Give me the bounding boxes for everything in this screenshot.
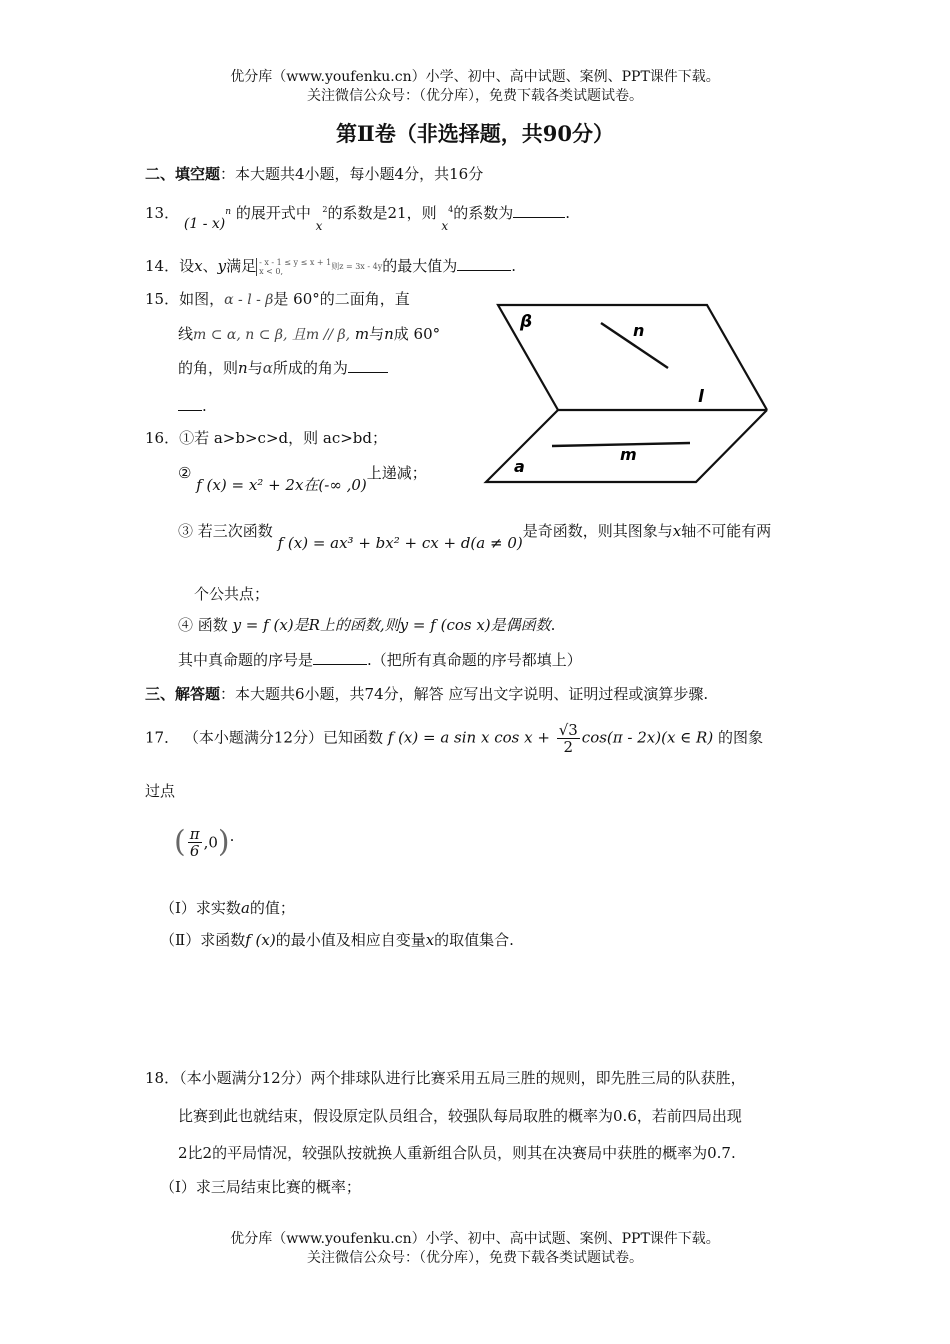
- page-title: 第Ⅱ卷（非选择题，共90分）: [336, 121, 614, 146]
- q14-answer-blank: [457, 256, 511, 271]
- q13-number: 13．: [145, 204, 180, 222]
- q17-text-1: （本小题满分12分）已知函数: [183, 728, 383, 747]
- question-18-part-1: （Ⅰ）求三局结束比赛的概率；: [160, 1178, 361, 1196]
- q17-part-2-b: 的最小值及相应自变量: [275, 931, 426, 949]
- q17-pi-over-6: [188, 826, 202, 859]
- section-2-label: 二、填空题: [145, 165, 221, 183]
- section-2-desc: ：本大题共4小题，每小题4分，共16分: [220, 165, 484, 183]
- question-16-line-1: [145, 428, 387, 448]
- q14-text-2: 满足: [226, 257, 257, 275]
- dihedral-angle-figure: [470, 290, 780, 490]
- question-15-line-4: [178, 396, 207, 416]
- q16-tail-b: .（把所有真命题的序号都填上）: [367, 651, 582, 669]
- q16-statement-4a: ④ 函数: [178, 616, 228, 634]
- q17-two: 2: [563, 738, 574, 756]
- q14-text-3: 的最大值为: [382, 257, 458, 275]
- q17-expr-a: f (x) = a sin x cos x +: [387, 728, 550, 747]
- q14-number: 14．: [145, 257, 180, 275]
- q17-dot: .: [229, 827, 235, 845]
- question-17-line-1: [145, 722, 763, 766]
- q17-number: 17．: [145, 728, 180, 747]
- header-line-2: 关注微信公众号：（优分库），免费下载各类试题试卷。: [307, 88, 643, 104]
- q16-statement-3c: 轴不可能有两: [681, 522, 772, 540]
- question-16-line-5: [178, 615, 555, 635]
- q15-angle: α - l - β: [224, 292, 274, 308]
- q17-paren-left: (: [174, 824, 186, 860]
- q17-sqrt3: √3: [558, 721, 578, 739]
- q16-statement-3-cont: 个公共点；: [194, 585, 270, 603]
- question-16-line-2: [178, 463, 427, 503]
- q16-mark-2: ②: [178, 464, 192, 482]
- question-17-point: [174, 826, 234, 870]
- q14-sys-1: - x - 1 ≤ y ≤ x + 1: [259, 258, 332, 267]
- question-17-line-2: [145, 781, 175, 801]
- q14-x: x: [194, 257, 203, 275]
- q17-zero: ,0: [203, 833, 218, 852]
- q15-n2: n: [238, 359, 248, 377]
- q16-answer-blank: [313, 650, 367, 665]
- q15-answer-blank-b: [178, 396, 202, 411]
- q14-system: [256, 258, 331, 276]
- q15-text-1a: 如图，: [179, 290, 225, 308]
- label-l: l: [698, 387, 704, 407]
- q14-then: 则z = 3x - 4y: [331, 262, 383, 271]
- q13-end: .: [565, 204, 571, 222]
- q17-text-2: 的图象: [717, 728, 763, 747]
- q17-part-2-end: 的取值集合.: [434, 931, 514, 949]
- q17-paren-right: ): [217, 824, 230, 860]
- section-3-heading: [145, 684, 708, 704]
- question-15-line-1: [145, 289, 410, 310]
- q15-number: 15．: [145, 290, 180, 308]
- question-14: [145, 256, 516, 277]
- q15-text-3a: 的角，则: [178, 359, 239, 377]
- q15-answer-blank-a: [348, 358, 388, 373]
- q15-cond: m ⊂ α, n ⊂ β, 且m // β,: [193, 327, 351, 343]
- q15-m: m: [354, 325, 370, 343]
- q18-text-1: （本小题满分12分）两个排球队进行比赛采用五局三胜的规则，即先胜三局的队获胜，: [179, 1069, 746, 1087]
- section-2-heading: [145, 164, 483, 184]
- q15-end: .: [202, 397, 207, 415]
- label-m: m: [620, 445, 637, 464]
- q17-part-2-x: x: [425, 931, 435, 949]
- q14-sep: 、: [202, 257, 218, 275]
- q13-text-2: 的系数是21，则: [327, 204, 437, 222]
- q15-text-3d: 所成的角为: [272, 359, 348, 377]
- q13-text-3: 的系数为: [453, 204, 514, 222]
- q15-text-3c: 与: [247, 359, 263, 377]
- question-16-line-6: [178, 650, 582, 670]
- q17-six: 6: [189, 842, 200, 860]
- question-18-line-3: 2比2的平局情况，较强队按就换人重新组合队员，则其在决赛局中获胜的概率为0.7.: [178, 1144, 736, 1162]
- q16-statement-4-end: .: [550, 616, 556, 634]
- q17-expr-b: cos(π - 2x)(x ∈ R): [581, 728, 714, 747]
- q16-x: x: [672, 522, 682, 540]
- q17-part-2-f: f (x): [245, 931, 276, 949]
- q16-statement-1: ①若 a>b>c>d，则 ac>bd；: [179, 429, 387, 447]
- question-13: [145, 200, 570, 234]
- q16-number: 16．: [145, 429, 180, 447]
- section-3-label: 三、解答题: [145, 685, 221, 703]
- question-18-line-1: [145, 1068, 746, 1088]
- q16-expr-4: y = f (x)是R上的函数,则y = f (cos x)是偶函数: [232, 616, 551, 634]
- question-18-line-2: 比赛到此也就结束，假设原定队员组合，较强队每局取胜的概率为0.6，若前四局出现: [178, 1107, 742, 1125]
- q18-number: 18．: [145, 1069, 180, 1087]
- q15-text-2c: 与: [369, 325, 385, 343]
- label-beta: β: [520, 312, 533, 332]
- question-17-part-1: [160, 898, 295, 918]
- label-n: n: [633, 321, 645, 340]
- q13-exp-2: 2: [322, 205, 328, 214]
- label-alpha: a: [514, 457, 525, 476]
- q13-text-1: 的展开式中: [235, 204, 311, 222]
- q13-x4: x: [441, 219, 449, 233]
- q15-text-1b: 是 60°的二面角，直: [273, 290, 410, 308]
- q17-part-1-a: a: [240, 899, 250, 917]
- footer-line-1: 优分库（www.youfenku.cn）小学、初中、高中试题、案例、PPT课件下载。: [230, 1231, 720, 1247]
- question-15-line-2: [178, 324, 440, 345]
- q16-statement-3b: 是奇函数，则其图象与: [522, 522, 673, 540]
- q14-y: y: [217, 257, 227, 275]
- q13-expr: (1 - x): [183, 216, 226, 232]
- q16-tail-a: 其中真命题的序号是: [178, 651, 314, 669]
- q17-part-2-text: （Ⅱ）求函数: [160, 931, 246, 949]
- q16-expr-3: f (x) = ax³ + bx² + cx + d(a ≠ 0): [277, 534, 523, 552]
- q13-answer-blank: [513, 203, 565, 218]
- q15-text-2a: 线: [178, 325, 194, 343]
- q13-x2: x: [315, 219, 323, 233]
- q17-fraction: [557, 722, 580, 755]
- q15-text-2e: 成 60°: [393, 325, 441, 343]
- question-16-line-3: [178, 521, 771, 561]
- section-3-desc: ：本大题共6小题，共74分，解答 应写出文字说明、证明过程或演算步骤.: [220, 685, 709, 703]
- q14-sys-2: x < 0,: [259, 267, 284, 276]
- question-16-line-4: [194, 584, 269, 604]
- footer-line-2: 关注微信公众号：（优分库），免费下载各类试题试卷。: [307, 1250, 643, 1266]
- q16-statement-3a: ③ 若三次函数: [178, 522, 273, 540]
- q13-exp-4: 4: [448, 205, 454, 214]
- question-15-line-3: [178, 358, 388, 378]
- header-line-1: 优分库（www.youfenku.cn）小学、初中、高中试题、案例、PPT课件下载。: [230, 69, 720, 85]
- q16-statement-2-end: 上递减；: [366, 464, 427, 482]
- q15-n: n: [384, 325, 394, 343]
- q14-text-1: 设: [179, 257, 195, 275]
- q14-end: .: [511, 257, 517, 275]
- q17-part-1-text: （Ⅰ）求实数: [160, 899, 241, 917]
- q16-expr-2: f (x) = x² + 2x在(-∞ ,0): [196, 476, 367, 494]
- q13-exp-n: n: [225, 207, 232, 217]
- q17-text-3: 过点: [145, 782, 176, 800]
- q15-alpha: α: [262, 359, 273, 377]
- question-17-part-2: [160, 930, 514, 950]
- q17-part-1-end: 的值；: [249, 899, 295, 917]
- q17-pi: π: [189, 825, 200, 843]
